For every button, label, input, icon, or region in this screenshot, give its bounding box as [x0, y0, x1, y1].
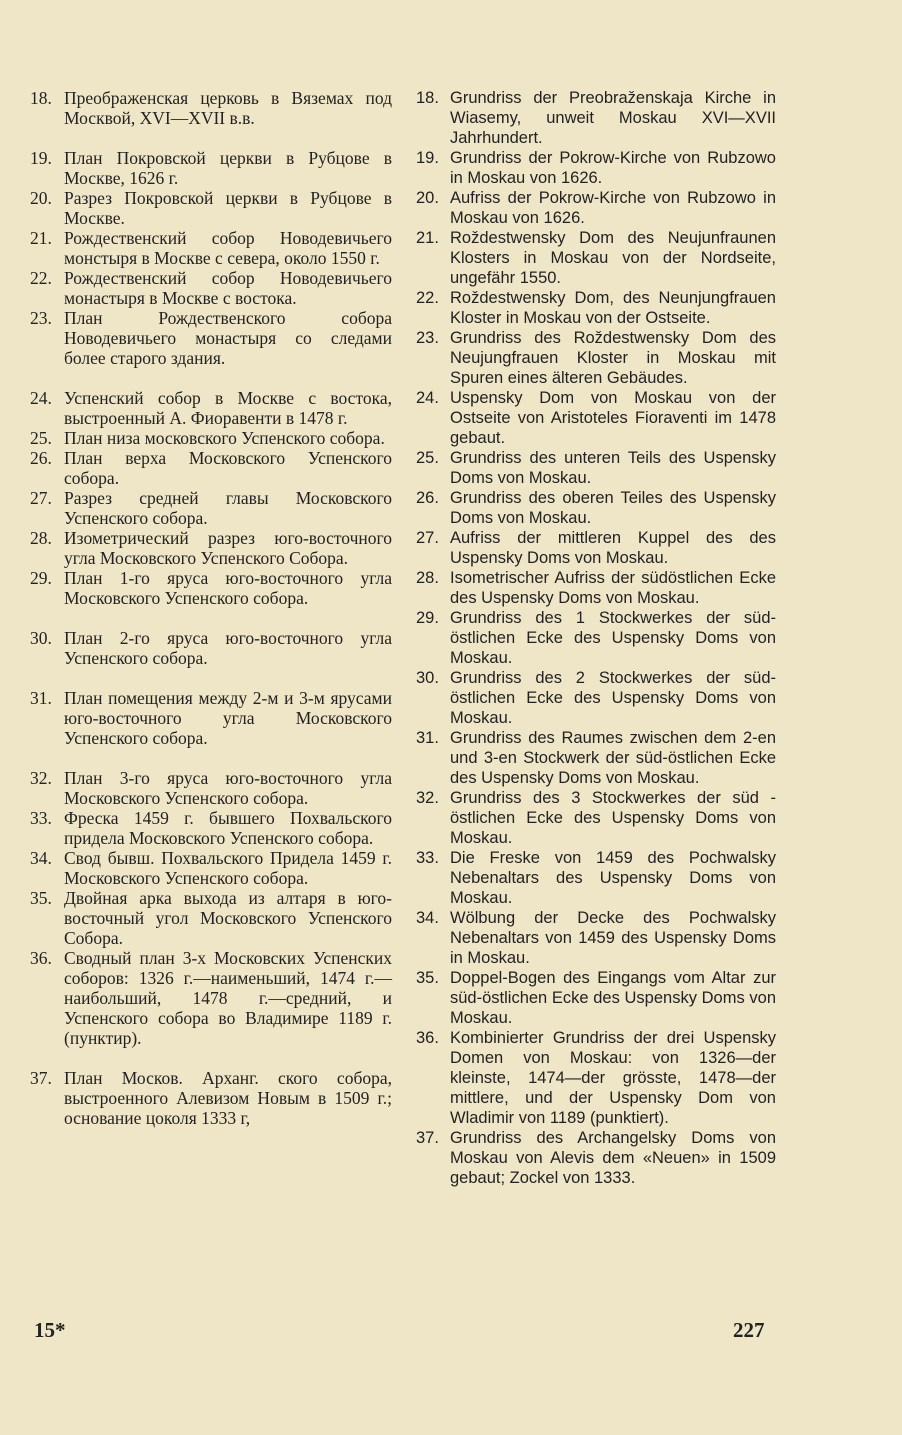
- list-item: 19. План Покровской церкви в Рубцове в Москве, 1626 г.: [30, 148, 392, 188]
- list-item: 35. Двойная арка выхода из алтаря в юго-восточный угол Московского Успенского Собора.: [30, 888, 392, 948]
- list-item: 34. Wölbung der Decke des Pochwalsky Nebenaltars von 1459 des Uspensky Doms in Moskau.: [416, 909, 776, 967]
- list-item: 30. План 2-го яруса юго-восточного угла Успенского собора.: [30, 628, 392, 668]
- list-item: 31. Grundriss des Raumes zwischen dem 2-en und 3-en Stockwerk der süd-östlichen Ecke des Uspensky Doms von Moskau.: [416, 729, 776, 787]
- list-item: 28. Isometrischer Aufriss der südöstlichen Ecke des Uspensky Doms von Moskau.: [416, 569, 776, 607]
- list-item: 35. Doppel-Bogen des Eingangs vom Altar zur süd-östlichen Ecke des Uspensky Doms von Moskau.: [416, 969, 776, 1027]
- signature-mark: 15*: [34, 1318, 66, 1342]
- list-item: 24. Успенский собор в Москве с востока, выстроенный А. Фиоравенти в 1478 г.: [30, 388, 392, 428]
- list-item: 20. Разрез Покровской церкви в Рубцове в Москве.: [30, 188, 392, 228]
- list-item: 37. Grundriss des Archangelsky Doms von Moskau von Alevis dem «Neuen» in 1509 gebaut; Zockel von 1333.: [416, 1129, 776, 1187]
- russian-column: [30, 88, 392, 1128]
- list-item: 30. Grundriss des 2 Stockwerkes der süd-östlichen Ecke des Uspensky Doms von Moskau.: [416, 669, 776, 727]
- list-item: 25. План низа московского Успенского собора.: [30, 428, 385, 448]
- list-item: 32. Grundriss des 3 Stockwerkes der süd - östlichen Ecke des Uspensky Doms von Moskau.: [416, 789, 776, 847]
- list-item: 20. Aufriss der Pokrow-Kirche von Rubzowo in Moskau von 1626.: [416, 189, 776, 227]
- list-item: 18. Преображенская церковь в Вяземах под Москвой, XVI—XVII в.в.: [30, 88, 392, 128]
- list-item: 23. План Рождественского собора Новодевичьего монастыря со следами более старого здания.: [30, 308, 392, 368]
- list-item: 25. Grundriss des unteren Teils des Uspensky Doms von Moskau.: [416, 449, 776, 487]
- list-item: 34. Свод бывш. Похвальского Придела 1459 г. Московского Успенского собора.: [30, 848, 392, 888]
- list-item: 37. План Москов. Арханг. ского собора, выстроенного Алевизом Новым в 1509 г.; основание цоколя 1333 г,: [30, 1068, 392, 1128]
- list-item: 26. Grundriss des oberen Teiles des Uspensky Doms von Moskau.: [416, 489, 776, 527]
- list-item: 29. План 1-го яруса юго-восточного угла Московского Успенского собора.: [30, 568, 392, 608]
- list-item: 18. Grundriss der Preobraženskaja Kirche in Wiasemy, unweit Moskau XVI—XVII Jahrhundert.: [416, 89, 776, 147]
- list-item: 33. Фреска 1459 г. бывшего Похвальского придела Московского Успенского собора.: [30, 808, 392, 848]
- list-item: 26. План верха Московского Успенского собора.: [30, 448, 392, 488]
- list-item: 23. Grundriss des Roždestwensky Dom des Neujungfrauen Kloster in Moskau mit Spuren eines älteren Gebäudes.: [416, 329, 776, 387]
- list-item: 22. Рождественский собор Новодевичьего монастыря в Москве с востока.: [30, 268, 392, 308]
- list-item: 29. Grundriss des 1 Stockwerkes der süd-östlichen Ecke des Uspensky Doms von Moskau.: [416, 609, 776, 667]
- list-item: 21. Roždestwensky Dom des Neujunfraunen Klosters in Moskau von der Nordseite, ungefähr 1550.: [416, 229, 776, 287]
- german-column: [416, 88, 776, 1188]
- list-item: 22. Roždestwensky Dom, des Neunjungfrauen Kloster in Moskau von der Ostseite.: [416, 289, 776, 327]
- page-number: 227: [733, 1318, 765, 1342]
- list-item: 19. Grundriss der Pokrow-Kirche von Rubzowo in Moskau von 1626.: [416, 149, 776, 187]
- list-item: 33. Die Freske von 1459 des Pochwalsky Nebenaltars des Uspensky Doms von Moskau.: [416, 849, 776, 907]
- list-item: 36. Kombinierter Grundriss der drei Uspensky Domen von Moskau: von 1326—der kleinste, 1474—der grösste, 1478—der mittlere, und der Uspensky Dom von Wladimir von 1189 (punktiert).: [416, 1029, 776, 1127]
- list-item: 31. План помещения между 2-м и 3-м ярусами юго-восточного угла Московского Успенского собора.: [30, 688, 392, 748]
- list-item: 32. План 3-го яруса юго-восточного угла Московского Успенского собора.: [30, 768, 392, 808]
- list-item: 27. Aufriss der mittleren Kuppel des des Uspensky Doms von Moskau.: [416, 529, 776, 567]
- list-item: 36. Сводный план 3-х Московских Успенских соборов: 1326 г.—наименьший, 1474 г.—наибольший, 1478 г.—средний, и Успенского собора во Владимире 1189 г. (пунктир).: [30, 948, 392, 1048]
- list-item: 24. Uspensky Dom von Moskau von der Ostseite von Aristoteles Fioraventi im 1478 gebaut.: [416, 389, 776, 447]
- list-item: 27. Разрез средней главы Московского Успенского собора.: [30, 488, 392, 528]
- list-item: 28. Изометрический разрез юго-восточного угла Московского Успенского Собора.: [30, 528, 392, 568]
- list-item: 21. Рождественский собор Новодевичьего монстыря в Москве с севера, около 1550 г.: [30, 228, 392, 268]
